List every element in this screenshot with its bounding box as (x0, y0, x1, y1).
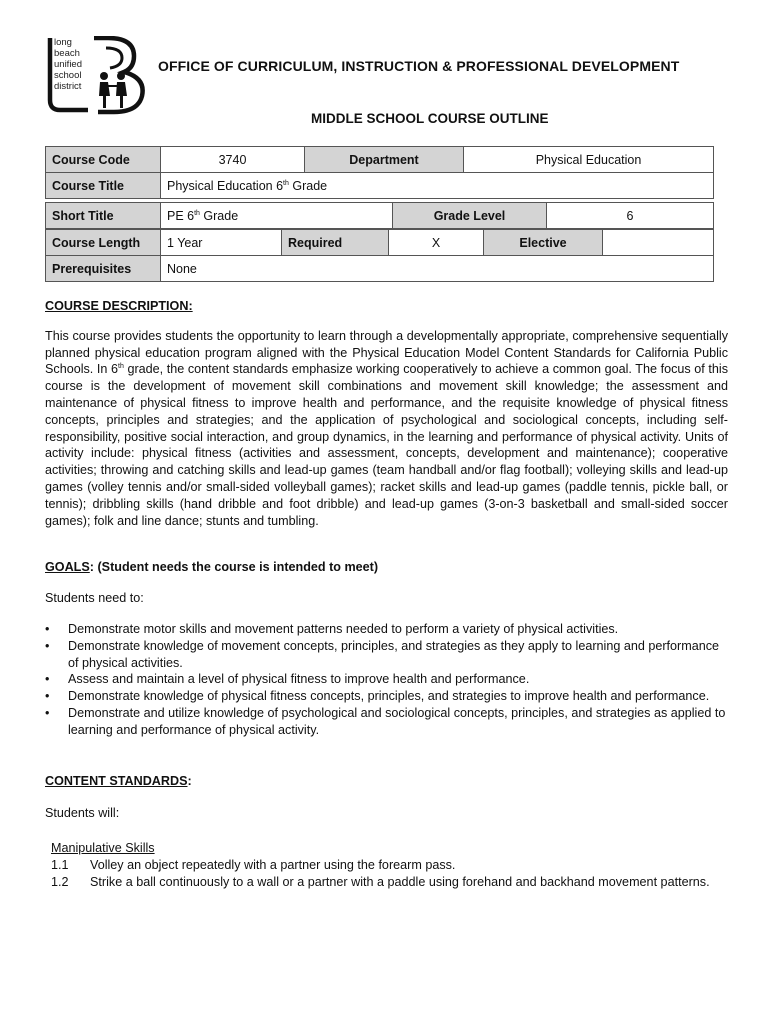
course-title-text: Physical Education 6 (167, 178, 284, 193)
list-item (45, 671, 728, 688)
logo-line: school (54, 70, 82, 81)
office-title: OFFICE OF CURRICULUM, INSTRUCTION & PROFESSIONAL DEVELOPMENT (158, 58, 680, 74)
course-length-label: Course Length (46, 230, 161, 256)
goals-intro: Students need to: (45, 591, 144, 606)
standard-item (45, 874, 728, 891)
grade-level-label: Grade Level (393, 203, 547, 229)
short-title-text: PE 6 (167, 208, 195, 223)
logo-line: unified (54, 59, 82, 70)
course-title-sup: th (283, 179, 289, 187)
required-label: Required (282, 230, 389, 256)
goals-list (45, 621, 728, 739)
list-item (45, 688, 728, 705)
elective-label: Elective (484, 230, 603, 256)
goal-text: Demonstrate knowledge of physical fitness concepts, principles, and strategies to improve health and performance. (68, 689, 710, 704)
course-title-value (161, 173, 714, 199)
grade-level-value: 6 (547, 203, 714, 229)
goal-text: Assess and maintain a level of physical fitness to improve health and performance. (68, 672, 530, 687)
course-info-table (45, 146, 714, 199)
course-description-sup: th (118, 363, 124, 371)
goals-heading (45, 559, 728, 576)
standard-text: Strike a ball continuously to a wall or a partner with a paddle using forehand and backhand movement patterns. (90, 874, 710, 889)
bullet: • (45, 638, 50, 653)
short-title-sup: th (194, 209, 200, 217)
manipulative-skills-heading: Manipulative Skills (51, 841, 155, 856)
course-description-text: This course provides students the opportunity to learn through a developmentally appropriate, comprehensive sequentially planned physical education program aligned with the Physical Education Model Content Standards for California Public Schools. In 6 (45, 328, 728, 377)
prerequisites-label: Prerequisites (46, 256, 161, 282)
standard-item (45, 857, 728, 874)
outline-title: MIDDLE SCHOOL COURSE OUTLINE (311, 111, 549, 126)
course-info-table-length (45, 229, 714, 256)
goal-text: Demonstrate knowledge of movement concepts, principles, and strategies as they apply to learning and performance of physical activities. (68, 638, 720, 670)
course-title-text-end: Grade (288, 178, 328, 193)
bullet: • (45, 672, 50, 687)
course-title-label: Course Title (46, 173, 161, 199)
bullet: • (45, 621, 50, 636)
bullet: • (45, 689, 50, 704)
bullet: • (45, 705, 50, 720)
list-item (45, 621, 728, 638)
goal-text: Demonstrate and utilize knowledge of psychological and sociological concepts, principles, and strategies as applied to learning and performance of physical activity. (68, 705, 726, 737)
standards-intro: Students will: (45, 806, 120, 821)
course-info-table-prereq (45, 255, 714, 282)
logo-line: long (54, 37, 72, 48)
course-code-value: 3740 (161, 147, 305, 173)
table-row (46, 203, 714, 229)
list-item (45, 705, 728, 739)
required-value: X (389, 230, 484, 256)
elective-value (603, 230, 714, 256)
content-standards-colon: : (187, 773, 192, 788)
course-description-text-end: grade, the content standards emphasize working cooperatively to achieve a common goal. The focus of this course is the development of movement skill combinations and movement skill knowledge; the assessment and maintenance of physical fitness to improve health and performance, and the requisite knowledge of physical fitness concepts, principles and strategies; and the application of psychological and sociological concepts, including self-responsibility, positive social interaction, and group dynamics, in the learning and performance of physical activity. Units of activity include: physical fitness (activities and assessment, concepts, development and maintenance); cooperative activities; throwing and catching skills and lead-up games (team handball and/or flag football); volleying skills and lead-up games (volley tennis and/or small-sided volleyball games); racket skills and lead-up games (paddle tennis, pickle ball, or tennis); dribbling skills (hand dribble and foot dribble) and lead-up games (3-on-3 basketball and small-sided soccer games); folk and line dance; stunts and tumbling. (45, 362, 728, 528)
goals-heading-label: GOALS (45, 560, 90, 575)
district-logo (42, 36, 150, 118)
course-length-value: 1 Year (161, 230, 282, 256)
prerequisites-value: None (161, 256, 714, 282)
content-standards-label: CONTENT STANDARDS (45, 773, 188, 788)
logo-line: beach (54, 48, 80, 59)
course-code-label: Course Code (46, 147, 161, 173)
course-outline-body (45, 298, 728, 891)
table-row (46, 173, 714, 199)
course-description-heading: COURSE DESCRIPTION: (45, 299, 193, 313)
department-value: Physical Education (464, 147, 714, 173)
standard-number: 1.1 (51, 857, 69, 872)
standard-number: 1.2 (51, 874, 69, 889)
course-info-table-lower (45, 202, 714, 229)
logo-line: district (54, 81, 82, 92)
short-title-label: Short Title (46, 203, 161, 229)
short-title-text-end: Grade (199, 208, 239, 223)
goals-heading-note: : (Student needs the course is intended to meet) (89, 560, 379, 575)
department-label: Department (305, 147, 464, 173)
logo-text (54, 37, 82, 92)
table-row (46, 230, 714, 256)
list-item (45, 638, 728, 672)
content-standards-heading (45, 773, 728, 790)
course-description (45, 328, 728, 530)
table-row (46, 147, 714, 173)
short-title-value (161, 203, 393, 229)
standard-text: Volley an object repeatedly with a partner using the forearm pass. (90, 857, 456, 872)
table-row (46, 256, 714, 282)
goal-text: Demonstrate motor skills and movement patterns needed to perform a variety of physical activities. (68, 621, 619, 636)
